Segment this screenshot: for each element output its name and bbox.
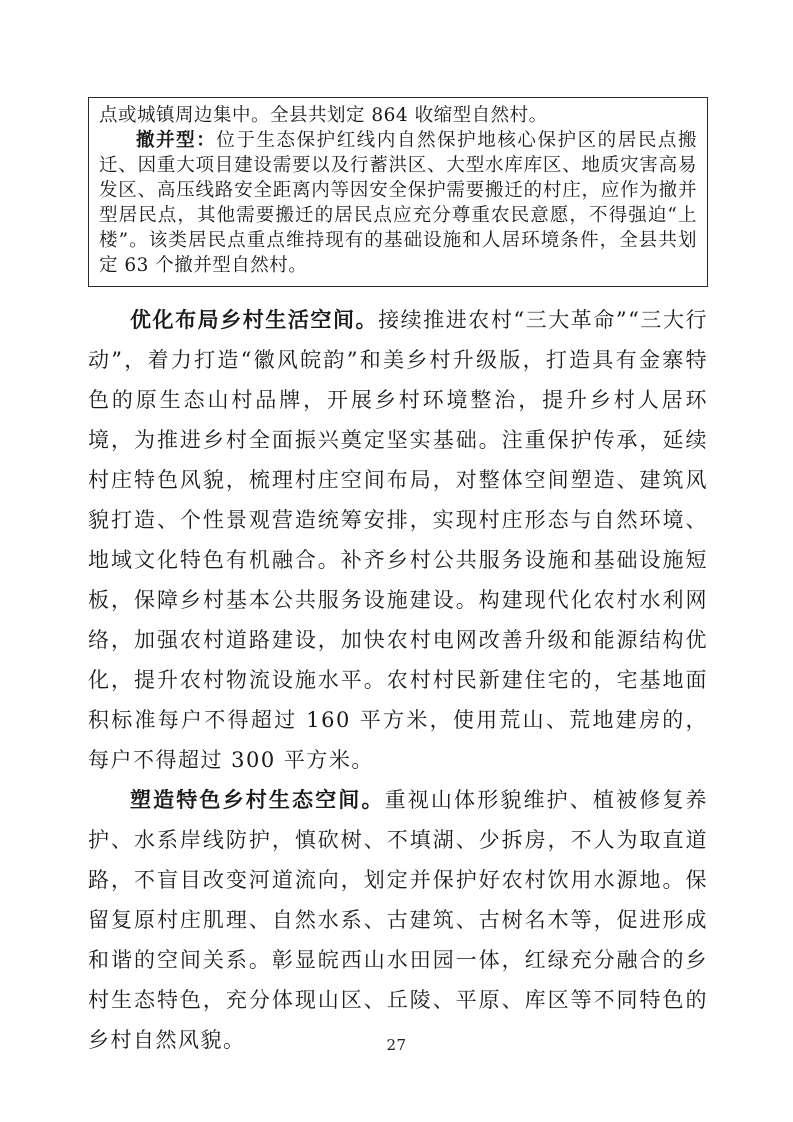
paragraph-living-space-body: 接续推进农村“三大革命”“三大行动”，着力打造“徽风皖韵”和美乡村升级版，打造具有金寨特色的原生态山村品牌，开展乡村环境整治，提升乡村人居环境，为推进乡村全面振兴奠定坚实基础。注重保护传承，延续村庄特色风貌，梳理村庄空间布局，对整体空间塑造、建筑风貌打造、个性景观营造统筹安排，实现村庄形态与自然环境、地域文化特色有机融合。补齐乡村公共服务设施和基础设施短板，保障乡村基本公共服务设施建设。构建现代化农村水利网络，加强农村道路建设，加快农村电网改善升级和能源结构优化，提升农村物流设施水平。农村村民新建住宅的，宅基地面积标准每户不得超过 160 平方米，使用荒山、荒地建房的，每户不得超过 300 平方米。	[88, 308, 709, 772]
paragraph-living-space	[88, 300, 708, 780]
callout-box	[88, 97, 708, 287]
paragraph-living-space-lead: 优化布局乡村生活空间。	[130, 307, 379, 332]
box-paragraph-continuation: 点或城镇周边集中。全县共划定 864 收缩型自然村。	[99, 105, 548, 126]
paragraph-eco-space-body: 重视山体形貌维护、植被修复养护、水系岸线防护，慎砍树、不填湖、少拆房，不人为取直道路，不盲目改变河道流向，划定并保护好农村饮用水源地。保留复原村庄肌理、自然水系、古建筑、古树名木等，促进形成和谐的空间关系。彰显皖西山水田园一体，红绿充分融合的乡村生态特色，充分体现山区、丘陵、平原、库区等不同特色的乡村自然风貌。	[88, 788, 709, 1052]
paragraph-eco-space	[88, 780, 708, 1060]
page-number: 27	[386, 1036, 407, 1054]
paragraph-eco-space-lead: 塑造特色乡村生态空间。	[130, 787, 385, 812]
box-paragraph-cluster-type	[99, 128, 697, 278]
cluster-type-body: 位于生态保护红线内自然保护地核心保护区的居民点搬迁、因重大项目建设需要以及行蓄洪区、大型水库库区、地质灾害高易发区、高压线路安全距离内等因安全保护需要搬迁的村庄，应作为撤并型居民点，其他需要搬迁的居民点应充分尊重农民意愿，不得强迫“上楼”。该类居民点重点维持现有的基础设施和人居环境条件，全县共划定 63 个撤并型自然村。	[99, 130, 697, 276]
cluster-type-lead: 撤并型：	[136, 130, 217, 151]
